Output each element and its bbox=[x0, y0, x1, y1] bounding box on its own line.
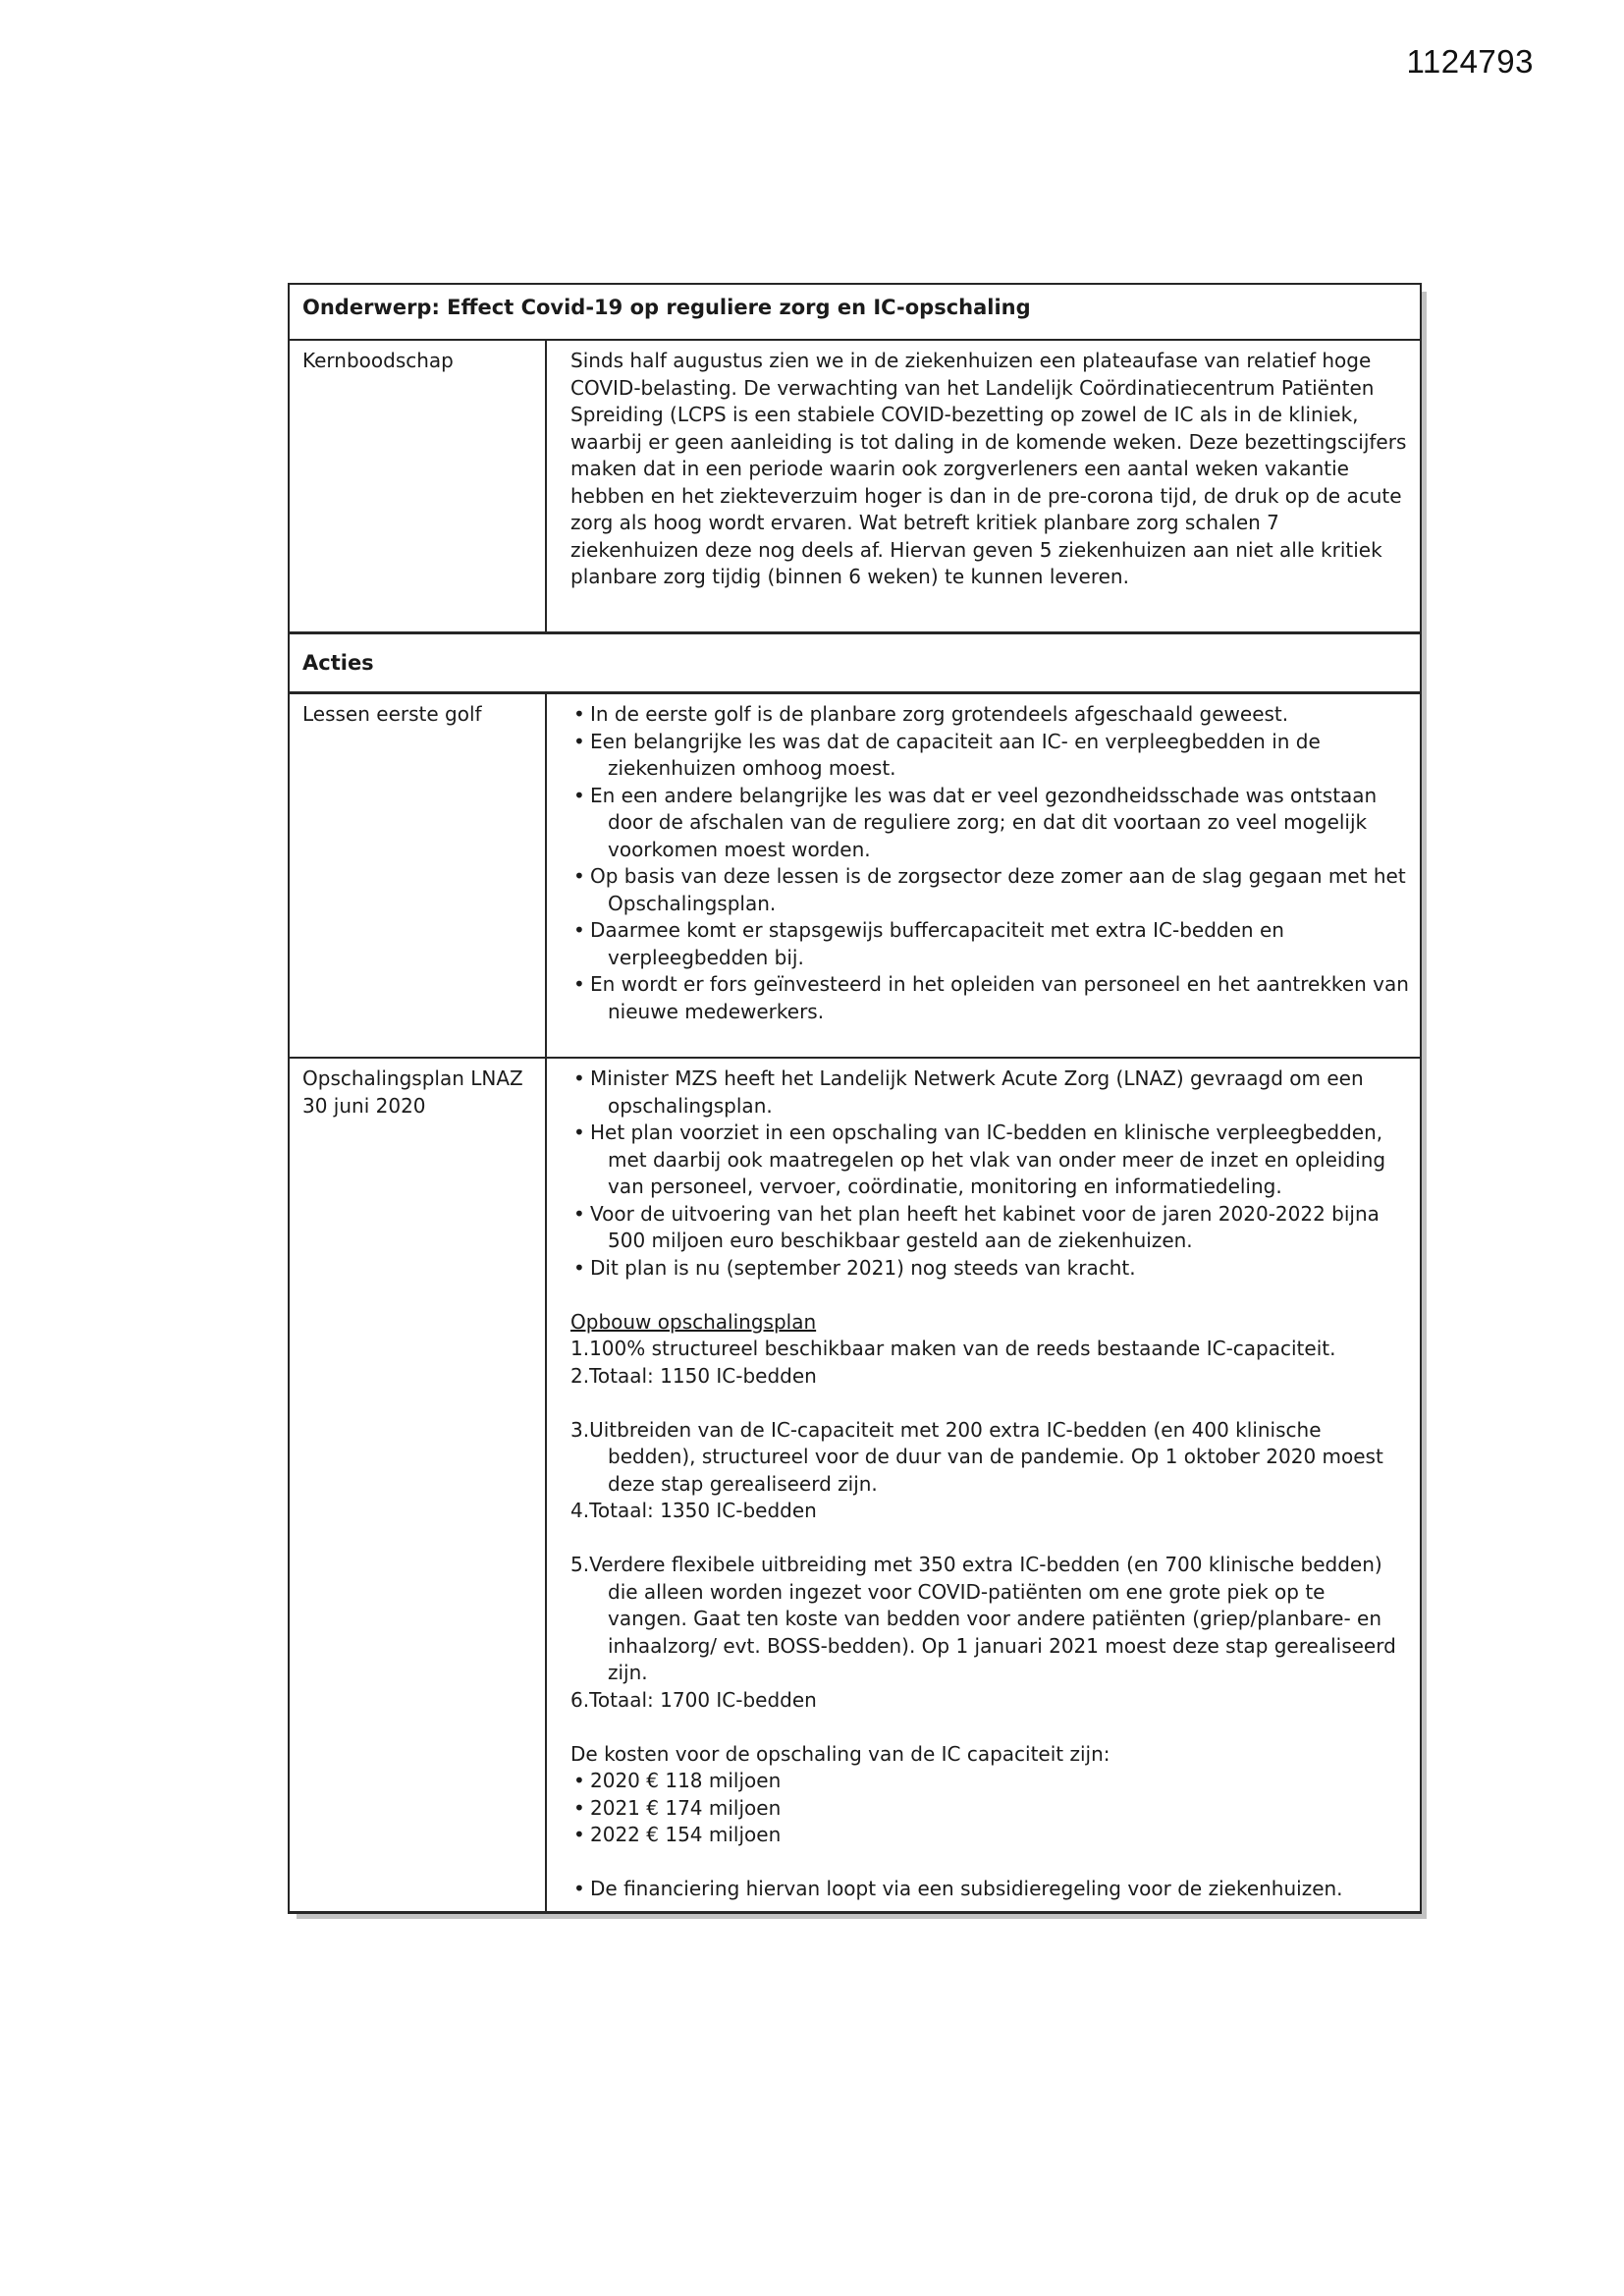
bullet-list bbox=[570, 1066, 1410, 1282]
bullet-item: • Minister MZS heeft het Landelijk Netwerk Acute Zorg (LNAZ) gevraagd om een opschalingsplan. bbox=[570, 1066, 1410, 1120]
table-section-acties bbox=[290, 631, 1420, 691]
table-row-lessen-eerste-golf bbox=[290, 691, 1420, 1057]
numbered-item: 4.Totaal: 1350 IC-bedden bbox=[570, 1499, 817, 1522]
paragraph: Sinds half augustus zien we in de ziekenhuizen een plateaufase van relatief hoge COVID-belasting. De verwachting van het Landelijk Coördinatiecentrum Patiënten Spreiding (LCPS is een stabiele COVID-bezetting op zowel de IC als in de kliniek, waarbij er geen aanleiding is tot daling in de komende weken. Deze bezettingscijfers maken dat in een periode waarin ook zorgverleners een aantal weken vakantie hebben en het ziekteverzuim hoger is dan in de pre-corona tijd, de druk op de acute zorg als hoog wordt ervaren. Wat betreft kritiek planbare zorg schalen 7 ziekenhuizen deze nog deels af. Hiervan geven 5 ziekenhuizen aan niet alle kritiek planbare zorg tijdig (binnen 6 weken) te kunnen leveren. bbox=[570, 349, 1407, 588]
bullet-item: • 2022 € 154 miljoen bbox=[570, 1822, 1410, 1849]
numbered-item: 5.Verdere flexibele uitbreiding met 350 extra IC-bedden (en 700 klinische bedden) die alleen worden ingezet voor COVID-patiënten om ene grote piek op te vangen. Gaat ten koste van bedden voor andere patiënten (griep/planbare- en inhaalzorg/ evt. BOSS-bedden). Op 1 januari 2021 moest deze stap gerealiseerd zijn. bbox=[570, 1553, 1396, 1684]
row-content-opschalingsplan bbox=[547, 1059, 1420, 1911]
spacer bbox=[570, 1849, 1410, 1877]
bullet-list bbox=[570, 701, 1410, 1025]
numbered-item: 6.Totaal: 1700 IC-bedden bbox=[570, 1687, 817, 1712]
row-content-kernboodschap bbox=[547, 341, 1420, 631]
row-content-lessen-eerste-golf bbox=[547, 694, 1420, 1057]
bullet-list bbox=[570, 1768, 1410, 1849]
bullet-item: • En een andere belangrijke les was dat er veel gezondheidsschade was ontstaan door de afschalen van de reguliere zorg; en dat dit voortaan zo veel mogelijk voorkomen moest worden. bbox=[570, 783, 1410, 864]
numbered-item: 1.100% structureel beschikbaar maken van de reeds bestaande IC-capaciteit. bbox=[570, 1337, 1336, 1360]
bullet-item: • De financiering hiervan loopt via een subsidieregeling voor de ziekenhuizen. bbox=[570, 1876, 1410, 1903]
spacer bbox=[570, 1390, 1410, 1417]
row-label-opschalingsplan: Opschalingsplan LNAZ 30 juni 2020 bbox=[290, 1059, 547, 1911]
document-number: 1124793 bbox=[1406, 43, 1534, 80]
bullet-item: • 2021 € 174 miljoen bbox=[570, 1795, 1410, 1823]
memo-table bbox=[288, 283, 1422, 1914]
bullet-item: • Op basis van deze lessen is de zorgsector deze zomer aan de slag gegaan met het Opschalingsplan. bbox=[570, 863, 1410, 917]
row-label-lessen-eerste-golf: Lessen eerste golf bbox=[290, 694, 547, 1057]
table-title-row bbox=[290, 285, 1420, 339]
spacer bbox=[570, 1525, 1410, 1553]
paragraph: De kosten voor de opschaling van de IC capaciteit zijn: bbox=[570, 1741, 1110, 1766]
bullet-item: • Dit plan is nu (september 2021) nog steeds van kracht. bbox=[570, 1255, 1410, 1283]
bullet-item: • Voor de uitvoering van het plan heeft het kabinet voor de jaren 2020-2022 bijna 500 miljoen euro beschikbaar gesteld aan de ziekenhuizen. bbox=[570, 1201, 1410, 1255]
bullet-item: • 2020 € 118 miljoen bbox=[570, 1768, 1410, 1795]
numbered-item: 2.Totaal: 1150 IC-bedden bbox=[570, 1363, 817, 1388]
bullet-item: • In de eerste golf is de planbare zorg grotendeels afgeschaald geweest. bbox=[570, 701, 1410, 729]
bullet-item: • Een belangrijke les was dat de capaciteit aan IC- en verpleegbedden in de ziekenhuizen omhoog moest. bbox=[570, 729, 1410, 783]
underlined-heading: Opbouw opschalingsplan bbox=[570, 1309, 817, 1334]
spacer bbox=[570, 1282, 1410, 1309]
bullet-list bbox=[570, 1876, 1410, 1903]
table-row-kernboodschap bbox=[290, 339, 1420, 631]
row-label-kernboodschap: Kernboodschap bbox=[290, 341, 547, 631]
section-title-acties: Acties bbox=[302, 651, 374, 675]
spacer bbox=[570, 1714, 1410, 1741]
table-row-opschalingsplan bbox=[290, 1057, 1420, 1911]
bullet-item: • Het plan voorziet in een opschaling van IC-bedden en klinische verpleegbedden, met daarbij ook maatregelen op het vlak van onder meer de inzet en opleiding van personeel, vervoer, coördinatie, monitoring en informatiedeling. bbox=[570, 1120, 1410, 1201]
numbered-item: 3.Uitbreiden van de IC-capaciteit met 200 extra IC-bedden (en 400 klinische bedden), structureel voor de duur van de pandemie. Op 1 oktober 2020 moest deze stap gerealiseerd zijn. bbox=[570, 1417, 1383, 1496]
bullet-item: • Daarmee komt er stapsgewijs buffercapaciteit met extra IC-bedden en verpleegbedden bij. bbox=[570, 917, 1410, 971]
table-title: Onderwerp: Effect Covid-19 op reguliere zorg en IC-opschaling bbox=[302, 296, 1031, 319]
bullet-item: • En wordt er fors geïnvesteerd in het opleiden van personeel en het aantrekken van nieuwe medewerkers. bbox=[570, 971, 1410, 1025]
